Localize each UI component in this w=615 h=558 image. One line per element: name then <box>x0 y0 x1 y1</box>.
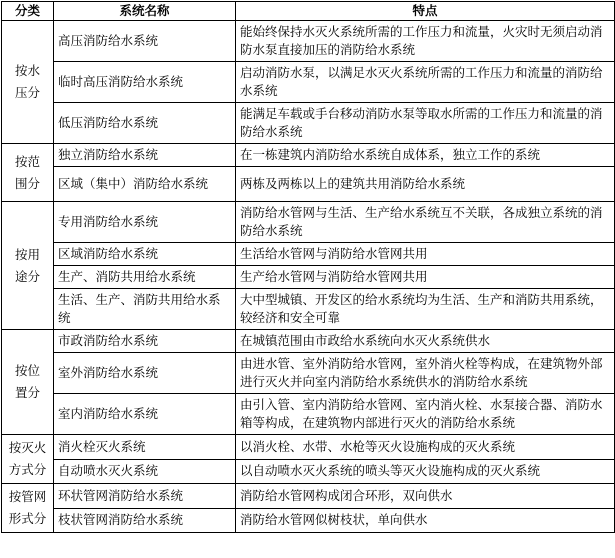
table-row <box>2 484 615 509</box>
feature-cell: 消防给水管网构成闭合环形，双向供水 <box>236 484 615 509</box>
feature-cell: 两栋及两栋以上的建筑共用消防给水系统 <box>236 167 615 202</box>
system-name-cell: 区域（集中）消防给水系统 <box>54 167 236 202</box>
feature-cell: 以消火栓、水带、水枪等灭火设施构成的灭火系统 <box>236 435 615 460</box>
table-row <box>2 243 615 266</box>
system-name-cell: 枝状管网消防给水系统 <box>54 508 236 533</box>
feature-cell: 生活给水管网与消防给水管网共用 <box>236 243 615 266</box>
table-row <box>2 353 615 394</box>
table-header <box>2 2 615 21</box>
category-cell: 按水压分 <box>2 21 54 144</box>
system-name-cell: 室内消防给水系统 <box>54 394 236 435</box>
feature-cell: 消防给水管网与生活、生产给水系统互不关联，各成独立系统的消防给水系统 <box>236 202 615 243</box>
table-row <box>2 289 615 330</box>
feature-cell: 由进水管、室外消防给水管网，室外消火栓等构成，在建筑物外部进行灭火并向室内消防给水系统供水的消防给水系统 <box>236 353 615 394</box>
system-name-cell: 生活、生产、消防共用给水系统 <box>54 289 236 330</box>
table-row <box>2 266 615 289</box>
feature-cell: 能满足车载或手台移动消防水泵等取水所需的工作压力和流量的消防给水系统 <box>236 103 615 144</box>
table-row <box>2 103 615 144</box>
feature-cell: 启动消防水泵，以满足水灭火系统所需的工作压力和流量的消防给水系统 <box>236 62 615 103</box>
header-system-name: 系统名称 <box>54 2 236 21</box>
feature-cell: 消防给水管网似树枝状，单向供水 <box>236 508 615 533</box>
table-row <box>2 167 615 202</box>
category-cell: 按灭火方式分 <box>2 435 54 484</box>
system-name-cell: 临时高压消防给水系统 <box>54 62 236 103</box>
table-row <box>2 21 615 62</box>
system-name-cell: 市政消防给水系统 <box>54 330 236 353</box>
system-name-cell: 高压消防给水系统 <box>54 21 236 62</box>
system-name-cell: 低压消防给水系统 <box>54 103 236 144</box>
fire-water-supply-classification-table <box>1 1 615 533</box>
table-row <box>2 202 615 243</box>
system-name-cell: 自动喷水灭火系统 <box>54 459 236 484</box>
feature-cell: 能始终保持水灭火系统所需的工作压力和流量，火灾时无须启动消防水泵直接加压的消防给水系统 <box>236 21 615 62</box>
header-row <box>2 2 615 21</box>
table-row <box>2 435 615 460</box>
header-feature: 特点 <box>236 2 615 21</box>
system-name-cell: 专用消防给水系统 <box>54 202 236 243</box>
table-row <box>2 394 615 435</box>
feature-cell: 大中型城镇、开发区的给水系统均为生活、生产和消防共用系统，较经济和安全可靠 <box>236 289 615 330</box>
category-cell: 按范围分 <box>2 144 54 202</box>
feature-cell: 在一栋建筑内消防给水系统自成体系，独立工作的系统 <box>236 144 615 167</box>
system-name-cell: 区域消防给水系统 <box>54 243 236 266</box>
table-body <box>2 21 615 533</box>
system-name-cell: 室外消防给水系统 <box>54 353 236 394</box>
table-row <box>2 62 615 103</box>
feature-cell: 由引入管、室内消防给水管网、室内消火栓、水泵接合器、消防水箱等构成，在建筑物内部进行灭火的消防给水系统 <box>236 394 615 435</box>
category-cell: 按管网形式分 <box>2 484 54 533</box>
table-row <box>2 330 615 353</box>
header-category: 分类 <box>2 2 54 21</box>
feature-cell: 以自动喷水灭火系统的喷头等灭火设施构成的灭火系统 <box>236 459 615 484</box>
system-name-cell: 独立消防给水系统 <box>54 144 236 167</box>
feature-cell: 在城镇范围由市政给水系统向水灭火系统供水 <box>236 330 615 353</box>
category-cell: 按用途分 <box>2 202 54 330</box>
table-row <box>2 508 615 533</box>
feature-cell: 生产给水管网与消防给水管网共用 <box>236 266 615 289</box>
table-row <box>2 459 615 484</box>
system-name-cell: 生产、消防共用给水系统 <box>54 266 236 289</box>
table-row <box>2 144 615 167</box>
category-cell: 按位置分 <box>2 330 54 435</box>
system-name-cell: 消火栓灭火系统 <box>54 435 236 460</box>
system-name-cell: 环状管网消防给水系统 <box>54 484 236 509</box>
